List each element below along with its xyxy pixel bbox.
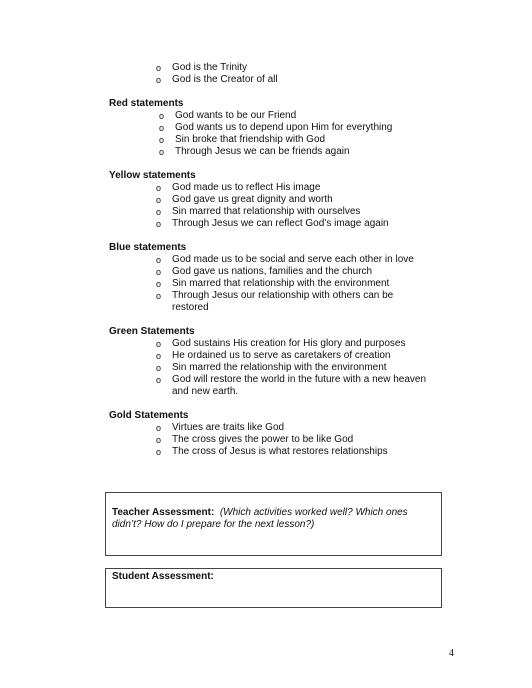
bullet-icon: o [159,111,165,121]
blue-statements-list [0,254,532,314]
section-heading-gold: Gold Statements [109,410,189,421]
section-heading-yellow: Yellow statements [109,170,196,181]
teacher-assessment-label: Teacher Assessment: [112,507,215,518]
list-item: o Sin marred that relationship with the environment [156,278,390,289]
bullet-icon: o [156,195,162,205]
list-item: o The cross of Jesus is what restores relationships [156,446,388,457]
student-assessment-text [112,571,433,583]
section-heading-blue: Blue statements [109,242,187,253]
list-item: o God wants to be our Friend [159,110,297,121]
red-statements-list [0,110,532,158]
list-item: o God wants us to depend upon Him for everything [159,122,393,133]
bullet-icon: o [156,75,162,85]
list-item: o The cross gives the power to be like God [156,434,354,445]
bullet-icon: o [156,447,162,457]
bullet-icon: o [156,363,162,373]
list-item: o Through Jesus our relationship with others can be restored [156,290,394,313]
intro-list [0,62,532,86]
bullet-icon: o [156,339,162,349]
bullet-icon: o [156,255,162,265]
list-item: o Sin marred the relationship with the environment [156,362,387,373]
list-item: o God made us to reflect His image [156,182,321,193]
list-item: o Virtues are traits like God [156,422,285,433]
page-number: 4 [449,648,454,659]
student-assessment-box[interactable] [105,568,442,608]
bullet-icon: o [159,147,165,157]
bullet-icon: o [156,291,162,301]
bullet-icon: o [156,279,162,289]
list-item: o Through Jesus we can reflect God’s image again [156,218,389,229]
teacher-assessment-prompt: (Which activities worked well? Which ones didn’t? How do I prepare for the next lesson?) [112,507,408,530]
bullet-icon: o [156,351,162,361]
list-item: o Sin marred that relationship with ourselves [156,206,361,217]
list-item: o God will restore the world in the future with a new heaven and new earth. [156,374,427,397]
bullet-icon: o [156,219,162,229]
list-item: o God sustains His creation for His glory and purposes [156,338,406,349]
section-heading-green: Green Statements [109,326,195,337]
bullet-icon: o [156,435,162,445]
list-item: o God is the Trinity [156,62,248,73]
list-item: o God gave us great dignity and worth [156,194,333,205]
bullet-icon: o [156,207,162,217]
section-heading-red: Red statements [109,98,184,109]
list-item: o He ordained us to serve as caretakers of creation [156,350,391,361]
yellow-statements-list [0,182,532,230]
bullet-icon: o [156,63,162,73]
list-item: o God gave us nations, families and the church [156,266,373,277]
list-item: o God made us to be social and serve each other in love [156,254,414,265]
teacher-assessment-text [112,507,433,531]
green-statements-list [0,338,532,398]
bullet-icon: o [156,375,162,385]
list-item: o God is the Creator of all [156,74,278,85]
gold-statements-list [0,422,532,458]
bullet-icon: o [159,123,165,133]
bullet-icon: o [156,183,162,193]
student-assessment-label: Student Assessment: [112,571,214,582]
bullet-icon: o [159,135,165,145]
list-item: o Sin broke that friendship with God [159,134,326,145]
list-item: o Through Jesus we can be friends again [159,146,350,157]
bullet-icon: o [156,267,162,277]
bullet-icon: o [156,423,162,433]
teacher-assessment-box[interactable] [105,492,442,556]
